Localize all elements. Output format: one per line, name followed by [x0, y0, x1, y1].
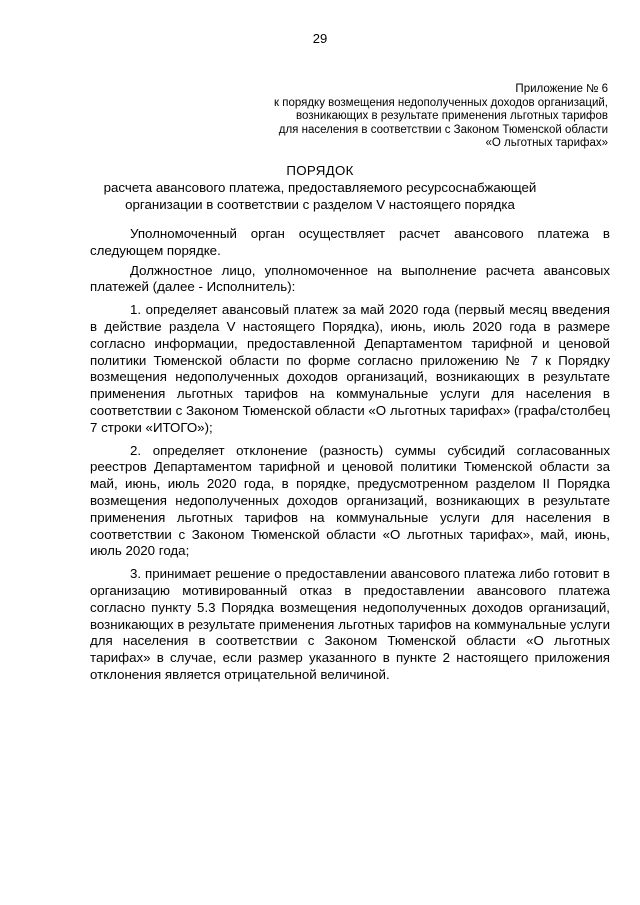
appendix-line: возникающих в результате применения льготных тарифов — [296, 110, 608, 123]
appendix-header — [208, 83, 608, 151]
appendix-line: «О льготных тарифах» — [485, 137, 608, 150]
body-paragraph: Уполномоченный орган осуществляет расчет авансового платежа в следующем порядке. — [90, 226, 610, 258]
title-subtitle-line: расчета авансового платежа, предоставляемого ресурсоснабжающей — [103, 180, 537, 195]
list-item-3: 3. принимает решение о предоставлении авансового платежа либо готовит в организацию мотивированный отказ в предоставлении авансового платежа согласно пункту 5.3 Порядка возмещения недополученных доходов организаций, возникающих в результате применения льготных тарифов на коммунальные услуги для населения в соответствии с Законом Тюменской области «О льготных тарифах» в случае, если размер указанного в пункте 2 настоящего приложения отклонения является отрицательной величиной. — [90, 566, 610, 682]
body-paragraph: Должностное лицо, уполномоченное на выполнение расчета авансовых платежей (далее - Исполнитель): — [90, 262, 610, 295]
document-body — [90, 226, 610, 684]
appendix-line: для населения в соответствии с Законом Тюменской области — [278, 123, 608, 136]
page-number: 29 — [312, 31, 328, 46]
document-title — [60, 162, 580, 213]
title-subtitle-line: организации в соответствии с разделом V настоящего порядка — [125, 197, 515, 212]
appendix-number: Приложение № 6 — [515, 83, 608, 95]
title-heading: ПОРЯДОК — [286, 163, 354, 178]
list-item-1: 1. определяет авансовый платеж за май 2020 года (первый месяц введения в действие раздела V настоящего Порядка), июнь, июль 2020 года в размере согласно информации, предоставленной Департаментом тарифной и ценовой политики Тюменской области по форме согласно приложению № 7 к Порядку возмещения недополученных доходов организаций, возникающих в результате применения льготных тарифов на коммунальные услуги для населения в соответствии с Законом Тюменской области «О льготных тарифах» (графа/столбец 7 строки «ИТОГО»); — [90, 302, 610, 435]
appendix-line: к порядку возмещения недополученных доходов организаций, — [274, 96, 608, 109]
list-item-2: 2. определяет отклонение (разность) суммы субсидий согласованных реестров Департаментом тарифной и ценовой политики Тюменской области за май, июнь, июль 2020 года, в порядке, предусмотренном разделом II Порядка возмещения недополученных доходов организаций, возникающих в результате применения льготных тарифов на коммунальные услуги для населения в соответствии с Законом Тюменской области «О льготных тарифах», май, июнь, июль 2020 года; — [90, 442, 610, 559]
